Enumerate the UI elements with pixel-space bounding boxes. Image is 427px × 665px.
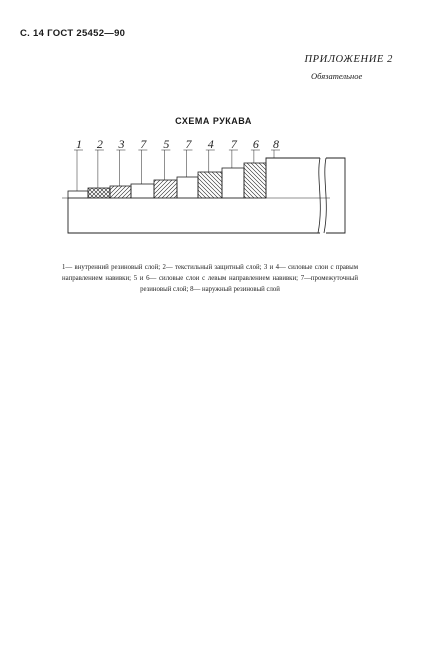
layer-step — [198, 172, 222, 198]
figure-caption — [62, 262, 358, 295]
layer-step — [244, 163, 266, 198]
caption-text: — внутренний резиновый слой; — [65, 264, 163, 271]
appendix-title: ПРИЛОЖЕНИЕ 2 — [304, 54, 393, 65]
caption-text: — силовые слои с правым направлением навивки; — [62, 264, 359, 282]
caption-text: и — [269, 264, 276, 271]
layer-label: 8 — [273, 137, 279, 151]
layer-step — [88, 188, 110, 198]
layer-label: 1 — [76, 137, 82, 151]
layer-steps — [68, 158, 320, 198]
layer-label: 7 — [230, 137, 237, 151]
caption-num: 4 — [275, 264, 279, 271]
hose-outline — [68, 198, 320, 233]
page-header: С. 14 ГОСТ 25452—90 — [20, 28, 126, 39]
layer-label: 3 — [118, 137, 125, 151]
caption-text: —промежуточный резиновый слой; — [140, 275, 358, 293]
caption-num: 3 — [263, 264, 268, 271]
caption-text: — наружный резиновый слой — [193, 286, 280, 293]
layer-step — [68, 191, 88, 198]
layer-step — [177, 177, 198, 198]
layer-step — [110, 186, 131, 198]
caption-num: 6 — [146, 275, 150, 282]
figure-title: СХЕМА РУКАВА — [175, 116, 252, 126]
break-line — [318, 158, 320, 233]
hose-end — [326, 158, 345, 233]
layer-label: 7 — [185, 137, 192, 151]
layer-label: 4 — [207, 137, 214, 151]
caption-num: 2 — [162, 264, 166, 271]
caption-num: 5 — [133, 275, 138, 282]
break-line — [324, 158, 326, 233]
layer-step — [222, 168, 244, 198]
layer-step — [154, 180, 177, 198]
caption-text: — текстильный защитный слой; — [165, 264, 264, 271]
caption-num: 8 — [190, 286, 194, 293]
layer-label: 5 — [163, 137, 170, 151]
layer-label: 2 — [96, 137, 103, 151]
caption-text: — силовые слои с левым направлением навивки; — [149, 275, 301, 282]
layer-label: 7 — [140, 137, 147, 151]
hose-diagram — [0, 130, 427, 240]
caption-num: 1 — [62, 264, 66, 271]
caption-text: и — [139, 275, 147, 282]
layer-label: 6 — [252, 137, 259, 151]
appendix-status: Обязательное — [311, 71, 363, 81]
layer-step — [131, 184, 154, 198]
caption-num: 7 — [300, 275, 305, 282]
outer-layer — [266, 158, 320, 198]
